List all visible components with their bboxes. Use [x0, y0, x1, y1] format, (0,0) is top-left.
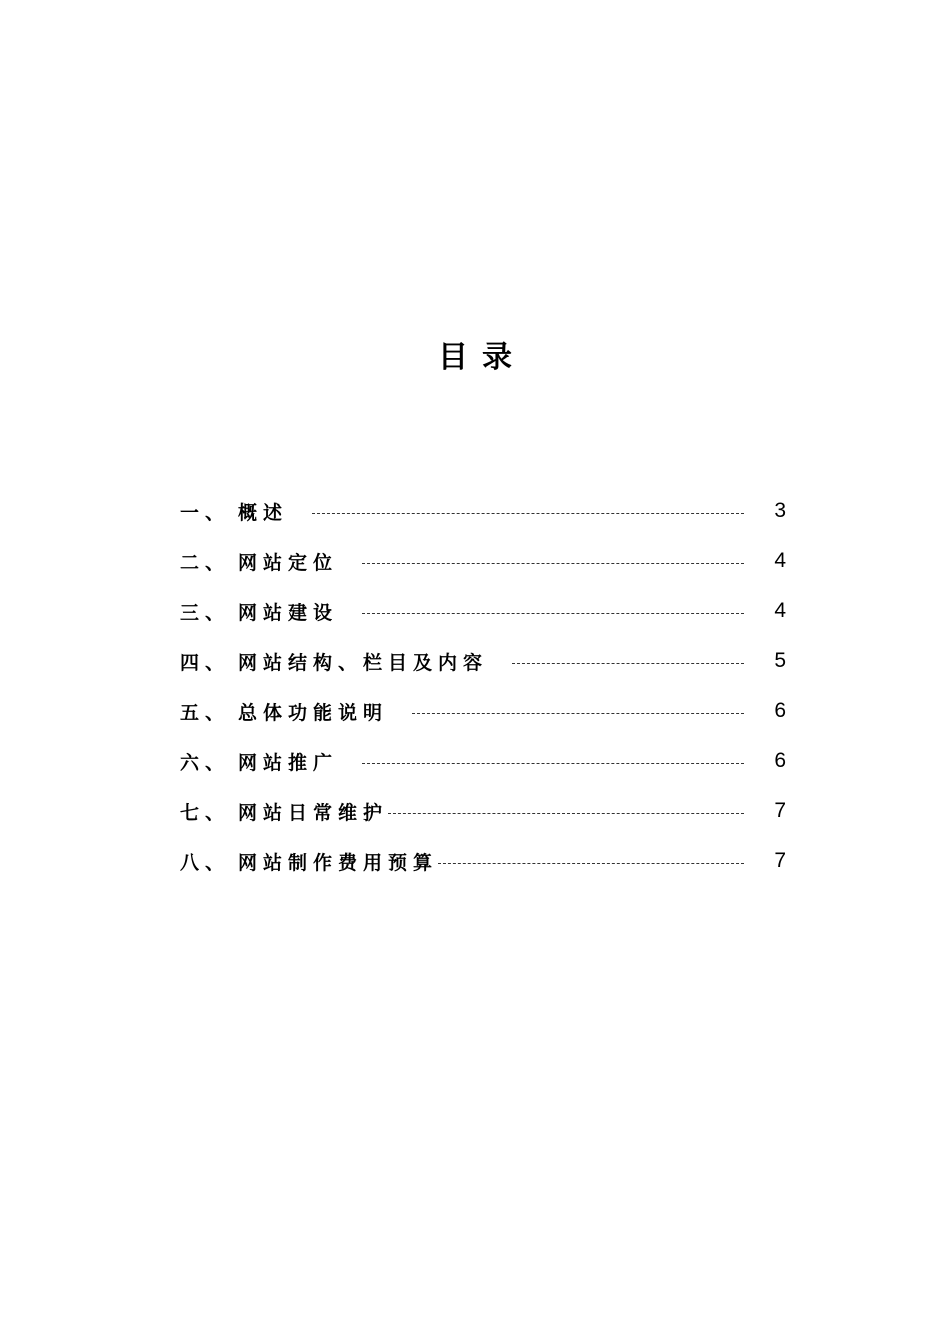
toc-entry-title: 网站日常维护 [238, 801, 389, 824]
toc-entry[interactable] [180, 536, 786, 586]
toc-dot-leader [512, 663, 744, 664]
toc-entry[interactable] [180, 736, 786, 786]
toc-entry-number: 四、 [180, 651, 231, 674]
toc-page-number: 6 [774, 699, 786, 722]
toc-entry[interactable] [180, 636, 786, 686]
toc-entry-title: 总体功能说明 [238, 701, 389, 724]
toc-entry-number: 三、 [180, 601, 231, 624]
toc-dot-leader [362, 613, 744, 614]
toc-page-number: 5 [774, 649, 786, 672]
toc-dot-leader [438, 863, 744, 864]
toc-entry[interactable] [180, 586, 786, 636]
toc-entry-title: 网站制作费用预算 [238, 851, 439, 874]
toc-entry-number: 二、 [180, 551, 231, 574]
toc-page-number: 3 [774, 499, 786, 522]
toc-entry-title: 网站定位 [238, 551, 339, 574]
toc-entry-number: 一、 [180, 501, 231, 524]
toc-list [180, 486, 786, 886]
toc-page-number: 7 [774, 849, 786, 872]
toc-entry-number: 六、 [180, 751, 231, 774]
toc-page-number: 7 [774, 799, 786, 822]
toc-entry-title: 网站结构、栏目及内容 [238, 651, 489, 674]
toc-entry-title: 网站建设 [238, 601, 339, 624]
toc-title: 目录 [438, 340, 526, 375]
toc-entry-title: 网站推广 [238, 751, 339, 774]
toc-entry-number: 五、 [180, 701, 231, 724]
toc-page-number: 4 [774, 599, 786, 622]
toc-dot-leader [362, 763, 744, 764]
toc-dot-leader [312, 513, 744, 514]
toc-page-number: 4 [774, 549, 786, 572]
toc-page-number: 6 [774, 749, 786, 772]
toc-dot-leader [362, 563, 744, 564]
toc-dot-leader [412, 713, 744, 714]
toc-entry-title: 概述 [238, 501, 289, 524]
toc-entry-number: 八、 [180, 851, 231, 874]
toc-entry[interactable] [180, 786, 786, 836]
toc-entry[interactable] [180, 686, 786, 736]
toc-entry-number: 七、 [180, 801, 231, 824]
toc-entry[interactable] [180, 486, 786, 536]
toc-dot-leader [388, 813, 744, 814]
toc-entry[interactable] [180, 836, 786, 886]
